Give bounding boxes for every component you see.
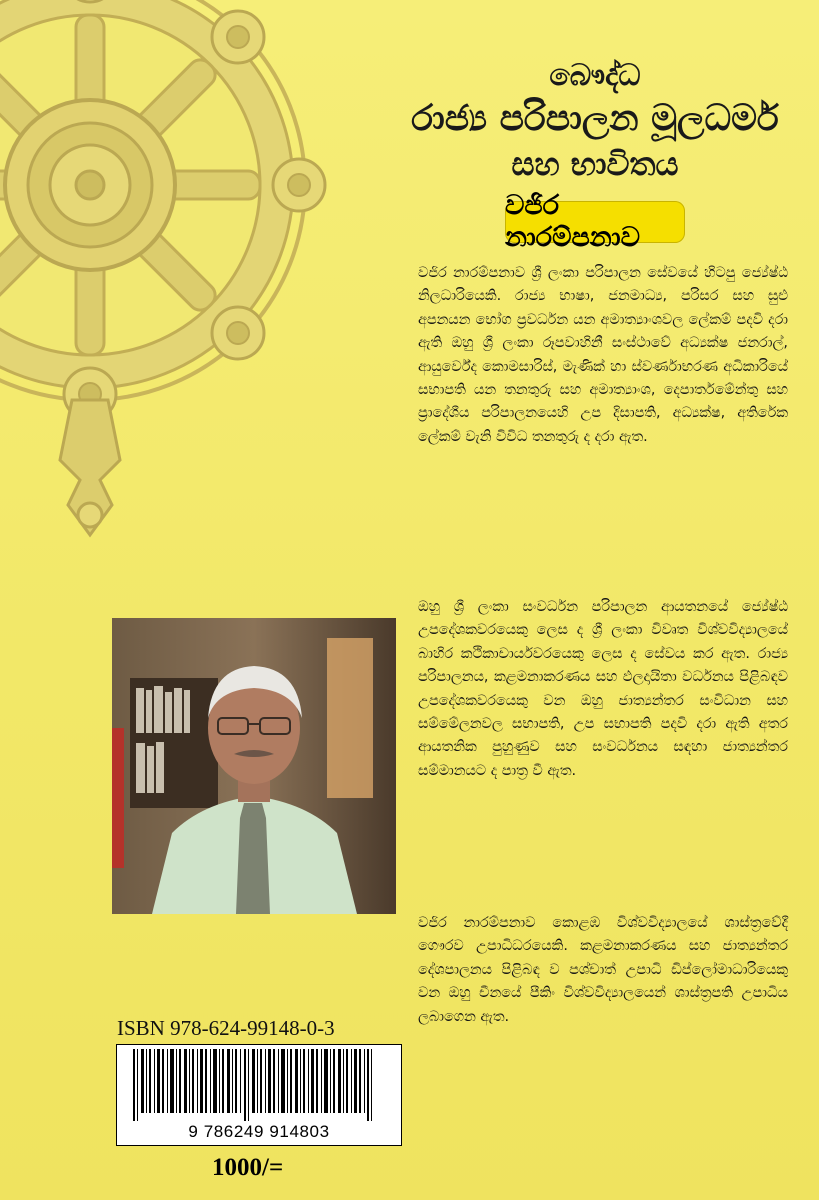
isbn-text: ISBN 978-624-99148-0-3 [117,1016,335,1040]
dharma-wheel-icon [0,0,410,580]
barcode [116,1044,402,1146]
author-photo [112,618,396,914]
book-title-line-2: රාජ්‍ය පරිපාලන මූලධර්ම [411,98,779,139]
barcode-bars [117,1045,401,1121]
barcode-digits: 9 786249 914803 [188,1122,330,1141]
author-bio-paragraph-1: වජිර නාරම්පනාව ශ්‍රී ලංකා පරිපාලන සේවයේ හිටපු ජ්‍යේෂ්ඨ නිලධාරියෙකි. රාජ්‍ය භාෂා, ජනමාධ්‍ය, පරිසර සහ සුළු අපනයන භෝග ප්‍රවර්ධන යන අමාත්‍යාංශවල ලේකම් පදවි දරා ඇති ඔහු ශ්‍රී ලංකා රූපවාහිනී සංස්ථාවේ අධ්‍යක්ෂ ජනරාල්, ආයුර්වේද කොමසාරිස්, මැණික් හා ස්වර්ණාභරණ අධිකාරියේ සභාපති යන තනතුරු සහ අමාත්‍යාංශ, දෙපාර්තමේන්තු සහ ප්‍රාදේශීය පරිපාලනයෙහි උප දිසාපති, අධ්‍යක්ෂ, අතිරේක ලේකම් වැනි විවිධ තනතුරු ද දරා ඇත. [418,265,788,445]
author-bio-paragraph-2: ඔහු ශ්‍රී ලංකා සංවර්ධන පරිපාලන ආයතනයේ ජ්‍යේෂ්ඨ උපදේශකවරයෙකු ලෙස ද ශ්‍රී ලංකා විවෘත විශ්වවිද්‍යාලයේ බාහිර කථිකාචාර්යවරයෙකු ලෙස ද සේවය කර ඇත. රාජ්‍ය පරිපාලනය, කළමනාකරණය සහ ඵලදායිතා වර්ධනය පිළිබඳව උපදේශකවරයෙකු වන ඔහු ජාත්‍යන්තර සංවිධාන සහ සම්මේලනවල සභාපති, උප සභාපති පදවි දරා ඇති අතර ආයතනික පුහුණුව සහ සංවර්ධනය සඳහා ජාත්‍යන්තර සම්මානයට ද පාත්‍ර වී ඇත. [418,599,788,779]
price-label: 1000/= [212,1154,284,1181]
book-title-line-3: සහ භාවිතය [511,145,679,183]
author-badge: වජිර නාරම්පනාව [505,201,685,243]
book-title-line-1: බෞද්ධ [549,58,641,93]
author-bio-paragraph-3: වජිර නාරම්පනාව කොළඹ විශ්වවිද්‍යාලයේ ශාස්ත්‍රවේදී ගෞරව උපාධිධරයෙකි. කළමනාකරණය සහ ජාත්‍යන්තර දේශපාලනය පිළිබඳ ව පශ්චාත් උපාධි ඩිප්ලෝමාධාරියෙකු වන ඔහු චීනයේ පීකිං විශ්වවිද්‍යාලයෙන් ශාස්ත්‍රපති උපාධිය ලබාගෙන ඇත. [418,915,788,1025]
